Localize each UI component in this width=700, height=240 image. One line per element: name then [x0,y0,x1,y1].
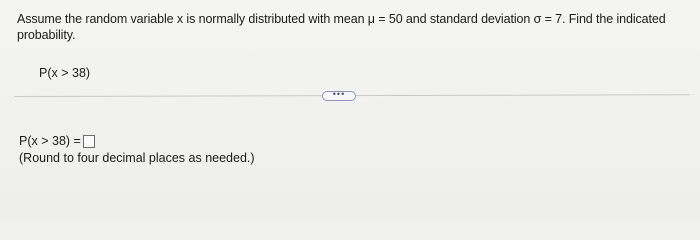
more-options-button[interactable] [322,91,356,101]
question-line-1: Assume the random variable x is normally distributed with mean μ = 50 and standard deviation σ = 7. Find the indicated [17,12,666,26]
answer-prefix: P(x > 38) = [19,134,81,148]
probability-expression: P(x > 38) [39,66,91,80]
ellipsis-icon: ••• [332,89,346,99]
rounding-hint: (Round to four decimal places as needed.) [19,151,255,165]
answer-row [19,134,95,148]
question-text [17,11,687,43]
answer-input[interactable] [83,135,95,148]
question-line-2: probability. [17,28,76,42]
